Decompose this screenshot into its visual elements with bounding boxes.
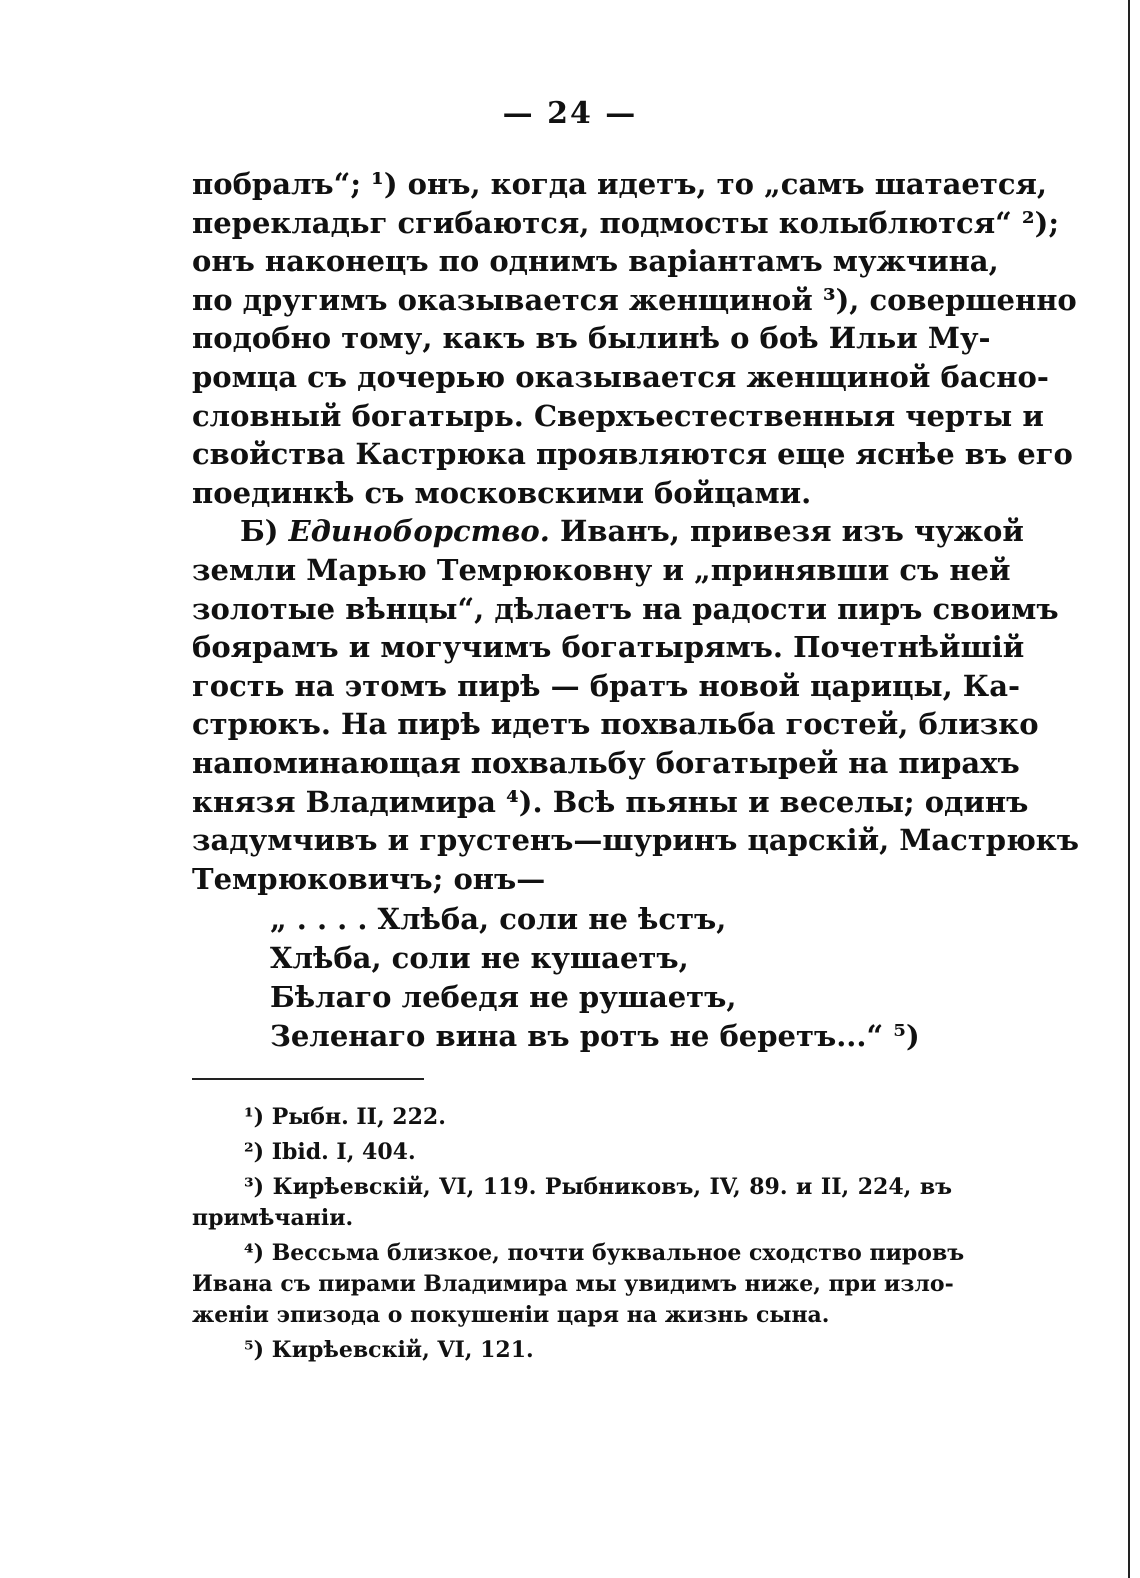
text-line: золотые вѣнцы“, дѣлаетъ на радости пиръ своимъ (192, 591, 1059, 626)
text-line: напоминающая похвальбу богатырей на пирахъ (192, 745, 1020, 780)
verse-line: Хлѣба, соли не кушаетъ, (270, 941, 689, 975)
text-line: свойства Кастрюка проявляются еще яснѣе въ его (192, 437, 1073, 472)
text-line: земли Марью Темрюковну и „принявши съ ней (192, 552, 1011, 587)
footnote-line: ⁵) Кирѣевскій, VI, 121. (244, 1337, 534, 1363)
page-number: — 24 — (502, 96, 638, 131)
text-line: боярамъ и могучимъ богатырямъ. Почетнѣйшій (192, 630, 1025, 665)
body-text (192, 165, 1079, 898)
footnotes (192, 1102, 965, 1366)
text-line: ромца съ дочерью оказывается женщиной басно- (192, 359, 1049, 394)
footnote-line: ⁴) Вессьма близкое, почти буквальное сходство пировъ (244, 1240, 965, 1266)
footnote-divider (192, 1078, 424, 1080)
verse-quote (270, 900, 920, 1056)
text-line: гость на этомъ пирѣ — братъ новой царицы, Ка- (192, 668, 1021, 703)
text-line: побралъ“; ¹) онъ, когда идетъ, то „самъ шатается, (192, 167, 1048, 201)
text-line: подобно тому, какъ въ былинѣ о боѣ Ильи Му- (192, 321, 991, 356)
verse-line: „ . . . . Хлѣба, соли не ѣстъ, (270, 902, 727, 936)
footnote-line: женіи эпизода о покушеніи царя на жизнь сына. (192, 1302, 830, 1328)
text-line: перекладьг сгибаются, подмосты колыблются“ ²); (192, 205, 1060, 240)
text-line: стрюкъ. На пирѣ идетъ похвальба гостей, близко (192, 707, 1039, 742)
text-line: задумчивъ и грустенъ—шуринъ царскій, Мастрюкъ (192, 823, 1079, 858)
verse-line: Зеленаго вина въ ротъ не беретъ...“ ⁵) (270, 1019, 920, 1053)
text-line: по другимъ оказывается женщиной ³), совершенно (192, 282, 1077, 317)
text-line: словный богатырь. Сверхъестественныя черты и (192, 398, 1044, 433)
verse-line: Бѣлаго лебедя не рушаетъ, (270, 980, 737, 1014)
section-letter: Б) (240, 514, 279, 549)
footnote-1 (192, 1102, 952, 1133)
footnote-2 (192, 1137, 952, 1168)
section-heading-line (192, 512, 1024, 551)
footnote-4 (192, 1238, 965, 1331)
footnote-line: Ивана съ пирами Владимира мы увидимъ ниже, при изло- (192, 1271, 954, 1297)
paragraph-1 (192, 165, 1077, 512)
footnote-3 (192, 1172, 952, 1234)
footnote-line: ¹) Рыбн. II, 222. (244, 1104, 446, 1130)
page-edge-line (1128, 0, 1130, 1578)
footnote-line: примѣчаніи. (192, 1205, 354, 1231)
text-line: поединкѣ съ московскими бойцами. (192, 475, 812, 510)
text-line: Темрюковичъ; онъ— (192, 861, 546, 896)
section-heading-rest: Иванъ, привезя изъ чужой (559, 514, 1024, 549)
text-line: онъ наконецъ по однимъ варіантамъ мужчина, (192, 244, 999, 279)
paragraph-2 (192, 512, 1079, 898)
text-line: князя Владимира ⁴). Всѣ пьяны и веселы; одинъ (192, 784, 1029, 819)
footnote-line: ²) Ibid. I, 404. (244, 1139, 416, 1165)
section-title: Единоборство. (288, 514, 550, 549)
footnote-5 (192, 1335, 952, 1366)
footnote-line: ³) Кирѣевскій, VI, 119. Рыбниковъ, IV, 89. и II, 224, въ (244, 1174, 952, 1200)
